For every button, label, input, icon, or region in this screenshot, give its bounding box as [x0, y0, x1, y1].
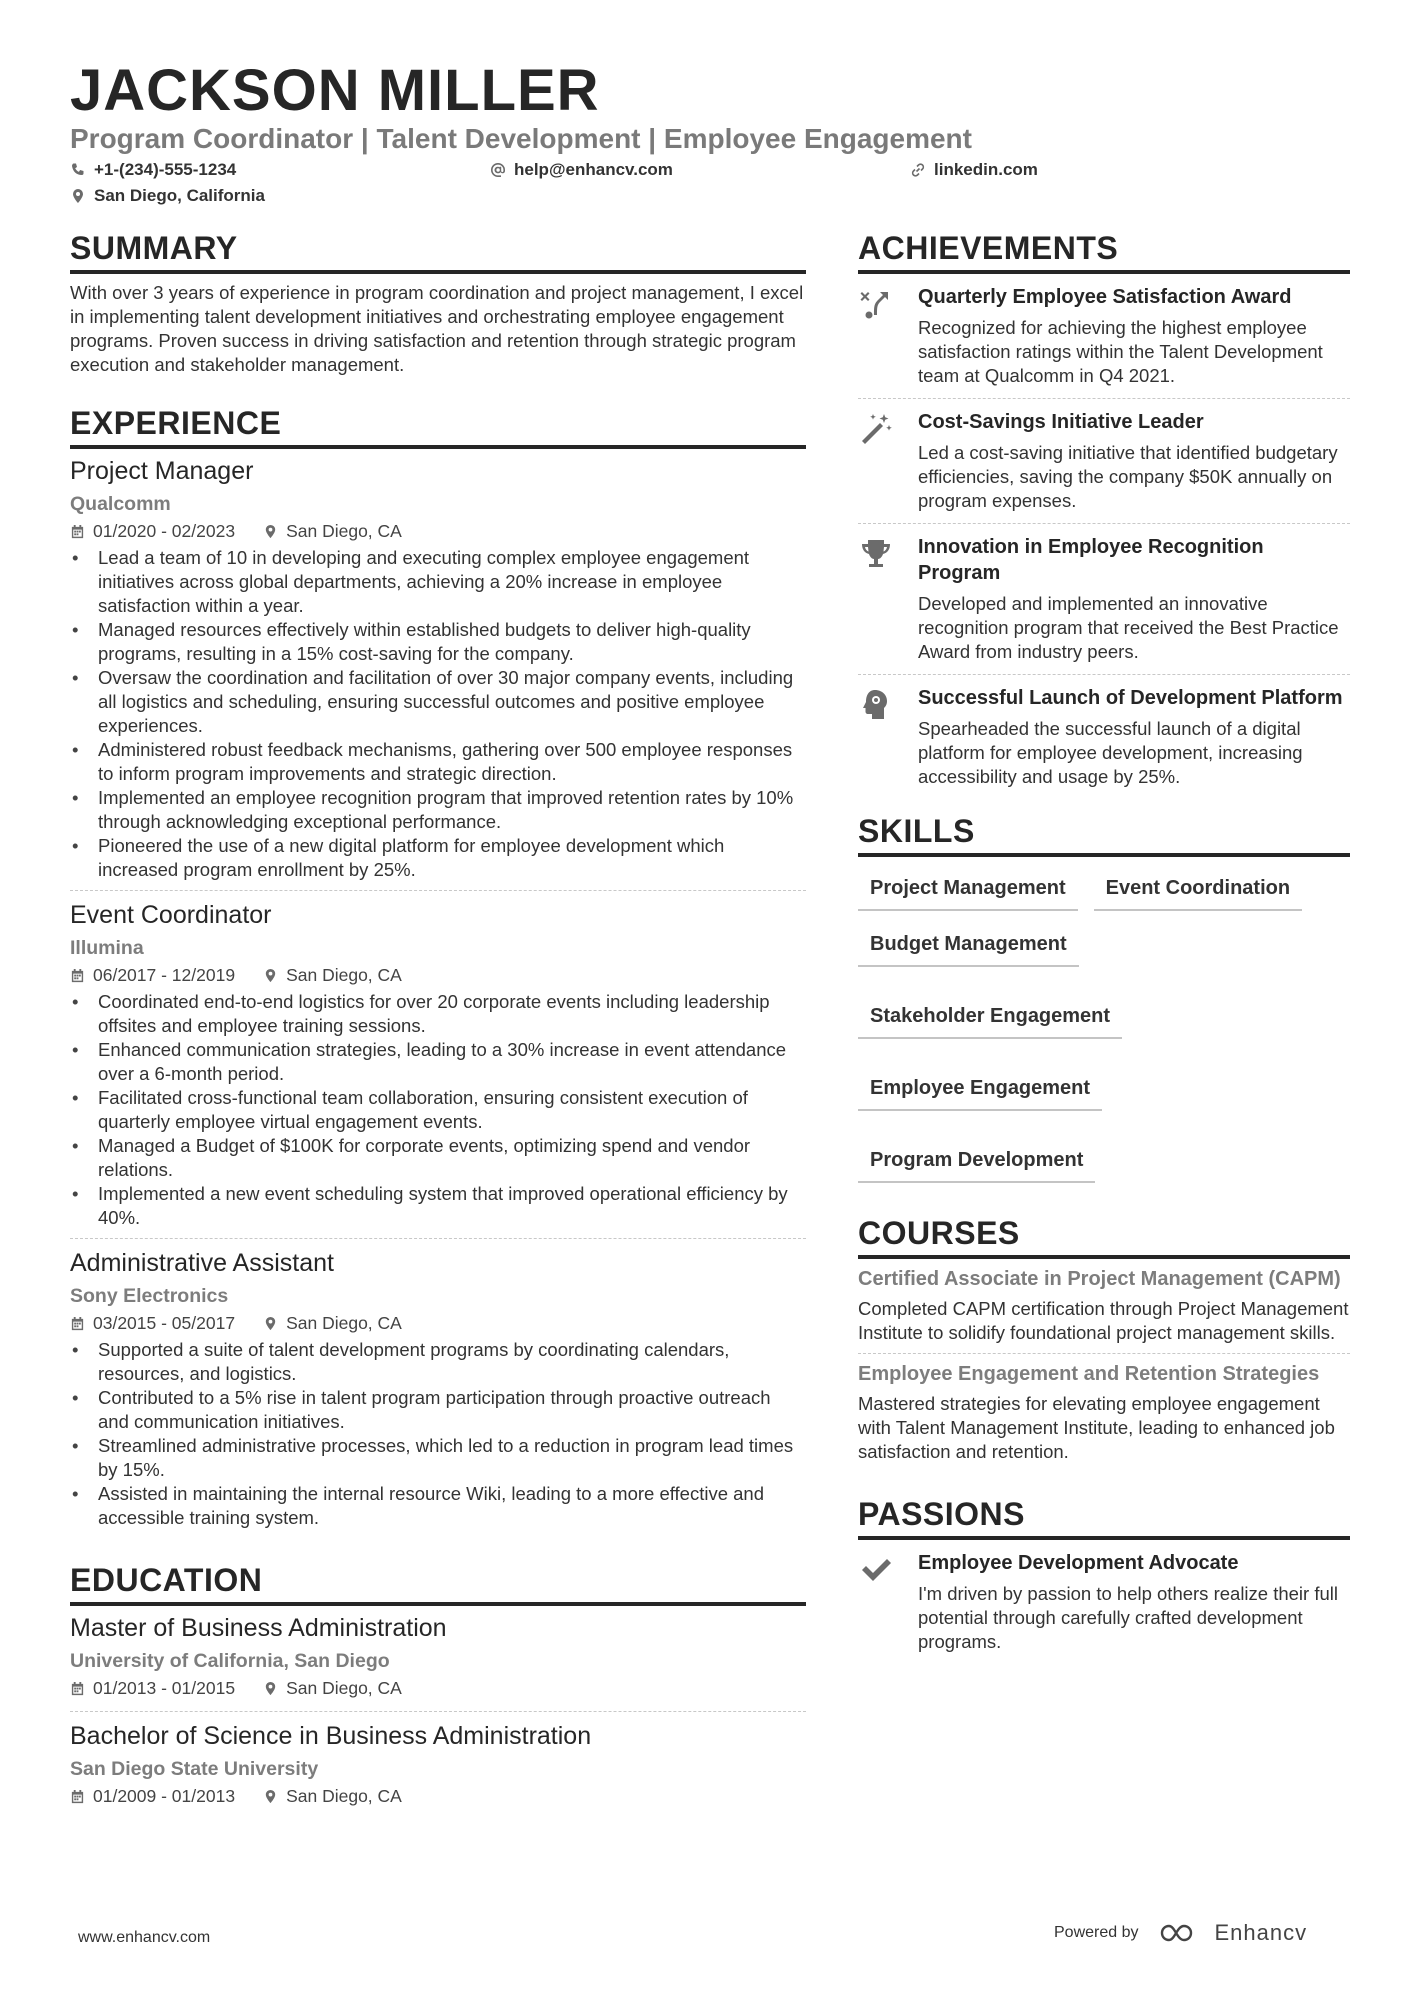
achievements-heading: ACHIEVEMENTS	[858, 228, 1350, 274]
left-column	[70, 228, 806, 1819]
summary-section	[70, 228, 806, 377]
email-text: help@enhancv.com	[514, 160, 673, 179]
bullet-item: • Coordinated end-to-end logistics for over 20 corporate events including leadership offsites and employee training sessions.	[70, 990, 806, 1038]
summary-heading: SUMMARY	[70, 228, 806, 274]
bullet-item: • Lead a team of 10 in developing and executing complex employee engagement initiatives across global departments, achieving a 20% increase in employee satisfaction within a year.	[70, 546, 806, 618]
bullet-item: • Contributed to a 5% rise in talent program participation through proactive outreach and communication initiatives.	[70, 1386, 806, 1434]
phone-contact	[70, 159, 236, 181]
job-location: San Diego, CA	[286, 1313, 402, 1333]
checkmark-icon	[858, 1552, 894, 1588]
link-icon	[910, 162, 926, 178]
job-company: Sony Electronics	[70, 1285, 229, 1307]
skill-tag: Employee Engagement	[858, 1071, 1102, 1111]
education-meta	[70, 1785, 806, 1807]
footer-website[interactable]: www.enhancv.com	[78, 1929, 211, 1946]
skill-tag: Event Coordination	[1094, 871, 1302, 911]
achievement-title: Cost-Savings Initiative Leader	[918, 411, 1204, 433]
right-column	[858, 228, 1350, 1664]
bullet-item: • Supported a suite of talent development programs by coordinating calendars, resources, and logistics.	[70, 1338, 806, 1386]
strategy-icon	[858, 286, 894, 322]
job-dates: 01/2020 - 02/2023	[93, 521, 236, 541]
education-dates: 01/2009 - 01/2013	[93, 1786, 236, 1806]
skills-heading: SKILLS	[858, 811, 1350, 857]
summary-text: With over 3 years of experience in program coordination and project management, I excel in implementing talent development initiatives and orchestrating employee engagement programs. Proven success in driving satisfaction and retention through strategic program execution and stakeholder management.	[70, 282, 804, 375]
passions-section	[858, 1494, 1350, 1664]
location-pin-icon	[263, 1681, 278, 1696]
degree: Master of Business Administration	[70, 1614, 447, 1642]
course-item	[858, 1353, 1350, 1472]
skill-tag: Stakeholder Engagement	[858, 999, 1122, 1039]
achievement-text: Led a cost-saving initiative that identified budgetary efficiencies, saving the company $50K annually on program expenses.	[918, 442, 1338, 511]
phone-icon	[70, 162, 86, 178]
job-entry	[70, 890, 806, 1238]
skill-tag: Project Management	[858, 871, 1078, 911]
bullet-item: • Managed resources effectively within established budgets to deliver high-quality programs, resulting in a 15% cost-saving for the company.	[70, 618, 806, 666]
calendar-icon	[70, 524, 85, 539]
phone-text: +1-(234)-555-1234	[94, 160, 237, 179]
bullet-item: • Facilitated cross-functional team collaboration, ensuring consistent execution of quarterly employee virtual engagement events.	[70, 1086, 806, 1134]
skills-section	[858, 811, 1350, 1183]
job-bullets	[70, 546, 806, 882]
bullet-item: • Assisted in maintaining the internal resource Wiki, leading to a more effective and accessible training system.	[70, 1482, 806, 1530]
job-meta	[70, 964, 806, 986]
course-text: Completed CAPM certification through Project Management Institute to solidify foundational project management skills.	[858, 1298, 1349, 1343]
passions-heading: PASSIONS	[858, 1494, 1350, 1540]
bullet-item: • Administered robust feedback mechanisms, gathering over 500 employee responses to inform program improvements and strategic direction.	[70, 738, 806, 786]
experience-heading: EXPERIENCE	[70, 403, 806, 449]
degree: Bachelor of Science in Business Administration	[70, 1722, 592, 1750]
location-pin-icon	[70, 188, 86, 204]
job-dates: 03/2015 - 05/2017	[93, 1313, 236, 1333]
calendar-icon	[70, 1681, 85, 1696]
education-meta	[70, 1677, 806, 1699]
bullet-item: • Pioneered the use of a new digital platform for employee development which increased program enrollment by 25%.	[70, 834, 806, 882]
bullet-item: • Enhanced communication strategies, leading to a 30% increase in event attendance over a 6-month period.	[70, 1038, 806, 1086]
location-contact	[70, 185, 265, 207]
job-dates: 06/2017 - 12/2019	[93, 965, 236, 985]
achievement-item	[858, 398, 1350, 523]
skill-tag: Budget Management	[858, 927, 1079, 967]
bullet-item: • Implemented a new event scheduling system that improved operational efficiency by 40%.	[70, 1182, 806, 1230]
education-entry	[70, 1711, 806, 1819]
calendar-icon	[70, 1316, 85, 1331]
achievements-section	[858, 228, 1350, 799]
bullet-item: • Implemented an employee recognition program that improved retention rates by 10% through acknowledging exceptional performance.	[70, 786, 806, 834]
skill-tag: Program Development	[858, 1143, 1095, 1183]
job-company: Illumina	[70, 937, 144, 959]
education-section	[70, 1560, 806, 1819]
job-location: San Diego, CA	[286, 965, 402, 985]
bullet-item: • Managed a Budget of $100K for corporate events, optimizing spend and vendor relations.	[70, 1134, 806, 1182]
education-entry	[70, 1606, 806, 1711]
achievement-title: Successful Launch of Development Platform	[918, 687, 1343, 709]
job-title: Event Coordinator	[70, 901, 272, 929]
course-item	[858, 1259, 1350, 1353]
achievement-item	[858, 523, 1350, 674]
achievement-text: Recognized for achieving the highest employee satisfaction ratings within the Talent Development team at Qualcomm in Q4 2021.	[918, 317, 1323, 386]
powered-by-label: Powered by	[1054, 1924, 1139, 1941]
calendar-icon	[70, 1789, 85, 1804]
school: University of California, San Diego	[70, 1650, 390, 1672]
passion-item	[858, 1540, 1350, 1664]
bullet-item: • Streamlined administrative processes, which led to a reduction in program lead times by 15%.	[70, 1434, 806, 1482]
job-entry	[70, 1238, 806, 1538]
skills-list	[858, 857, 1350, 1183]
at-icon	[490, 162, 506, 178]
job-bullets	[70, 990, 806, 1230]
email-contact[interactable]	[490, 159, 673, 181]
magic-wand-icon	[858, 411, 894, 447]
course-title: Certified Associate in Project Management (CAPM)	[858, 1268, 1341, 1290]
course-text: Mastered strategies for elevating employee engagement with Talent Management Institute, leading to enhanced job satisfaction and retention.	[858, 1393, 1335, 1462]
job-bullets	[70, 1338, 806, 1530]
courses-heading: COURSES	[858, 1213, 1350, 1259]
head-idea-icon	[858, 687, 894, 723]
job-meta	[70, 520, 806, 542]
brand-name: Enhancv	[1214, 1920, 1308, 1945]
courses-section	[858, 1213, 1350, 1472]
calendar-icon	[70, 968, 85, 983]
job-location: San Diego, CA	[286, 521, 402, 541]
tagline: Program Coordinator | Talent Development | Employee Engagement	[70, 123, 972, 154]
job-entry	[70, 449, 806, 890]
location-pin-icon	[263, 968, 278, 983]
brand-logo[interactable]	[1159, 1920, 1308, 1946]
location-pin-icon	[263, 1316, 278, 1331]
trophy-icon	[858, 536, 894, 572]
passion-text: I'm driven by passion to help others realize their full potential through carefully crafted development programs.	[918, 1583, 1338, 1652]
location-text: San Diego, California	[94, 186, 265, 205]
job-meta	[70, 1312, 806, 1334]
achievement-item	[858, 274, 1350, 398]
job-company: Qualcomm	[70, 493, 171, 515]
education-location: San Diego, CA	[286, 1786, 402, 1806]
location-pin-icon	[263, 1789, 278, 1804]
achievement-title: Innovation in Employee Recognition Program	[918, 536, 1264, 584]
school: San Diego State University	[70, 1758, 319, 1780]
education-location: San Diego, CA	[286, 1678, 402, 1698]
job-title: Administrative Assistant	[70, 1249, 334, 1277]
location-pin-icon	[263, 524, 278, 539]
enhancv-logo-icon	[1159, 1922, 1205, 1944]
education-heading: EDUCATION	[70, 1560, 806, 1606]
course-title: Employee Engagement and Retention Strategies	[858, 1363, 1320, 1385]
achievement-text: Spearheaded the successful launch of a digital platform for employee development, increasing accessibility and usage by 25%.	[918, 718, 1303, 787]
achievement-text: Developed and implemented an innovative recognition program that received the Best Practice Award from industry peers.	[918, 593, 1339, 662]
passion-title: Employee Development Advocate	[918, 1552, 1239, 1574]
bullet-item: • Oversaw the coordination and facilitation of over 30 major company events, including all logistics and scheduling, ensuring successful outcomes and positive employee experiences.	[70, 666, 806, 738]
achievement-title: Quarterly Employee Satisfaction Award	[918, 286, 1292, 308]
linkedin-text: linkedin.com	[934, 160, 1038, 179]
experience-section	[70, 403, 806, 1538]
candidate-name: JACKSON MILLER	[70, 58, 600, 123]
linkedin-contact[interactable]	[910, 159, 1038, 181]
job-title: Project Manager	[70, 457, 254, 485]
education-dates: 01/2013 - 01/2015	[93, 1678, 236, 1698]
achievement-item	[858, 674, 1350, 799]
footer-branding	[1054, 1920, 1307, 1946]
